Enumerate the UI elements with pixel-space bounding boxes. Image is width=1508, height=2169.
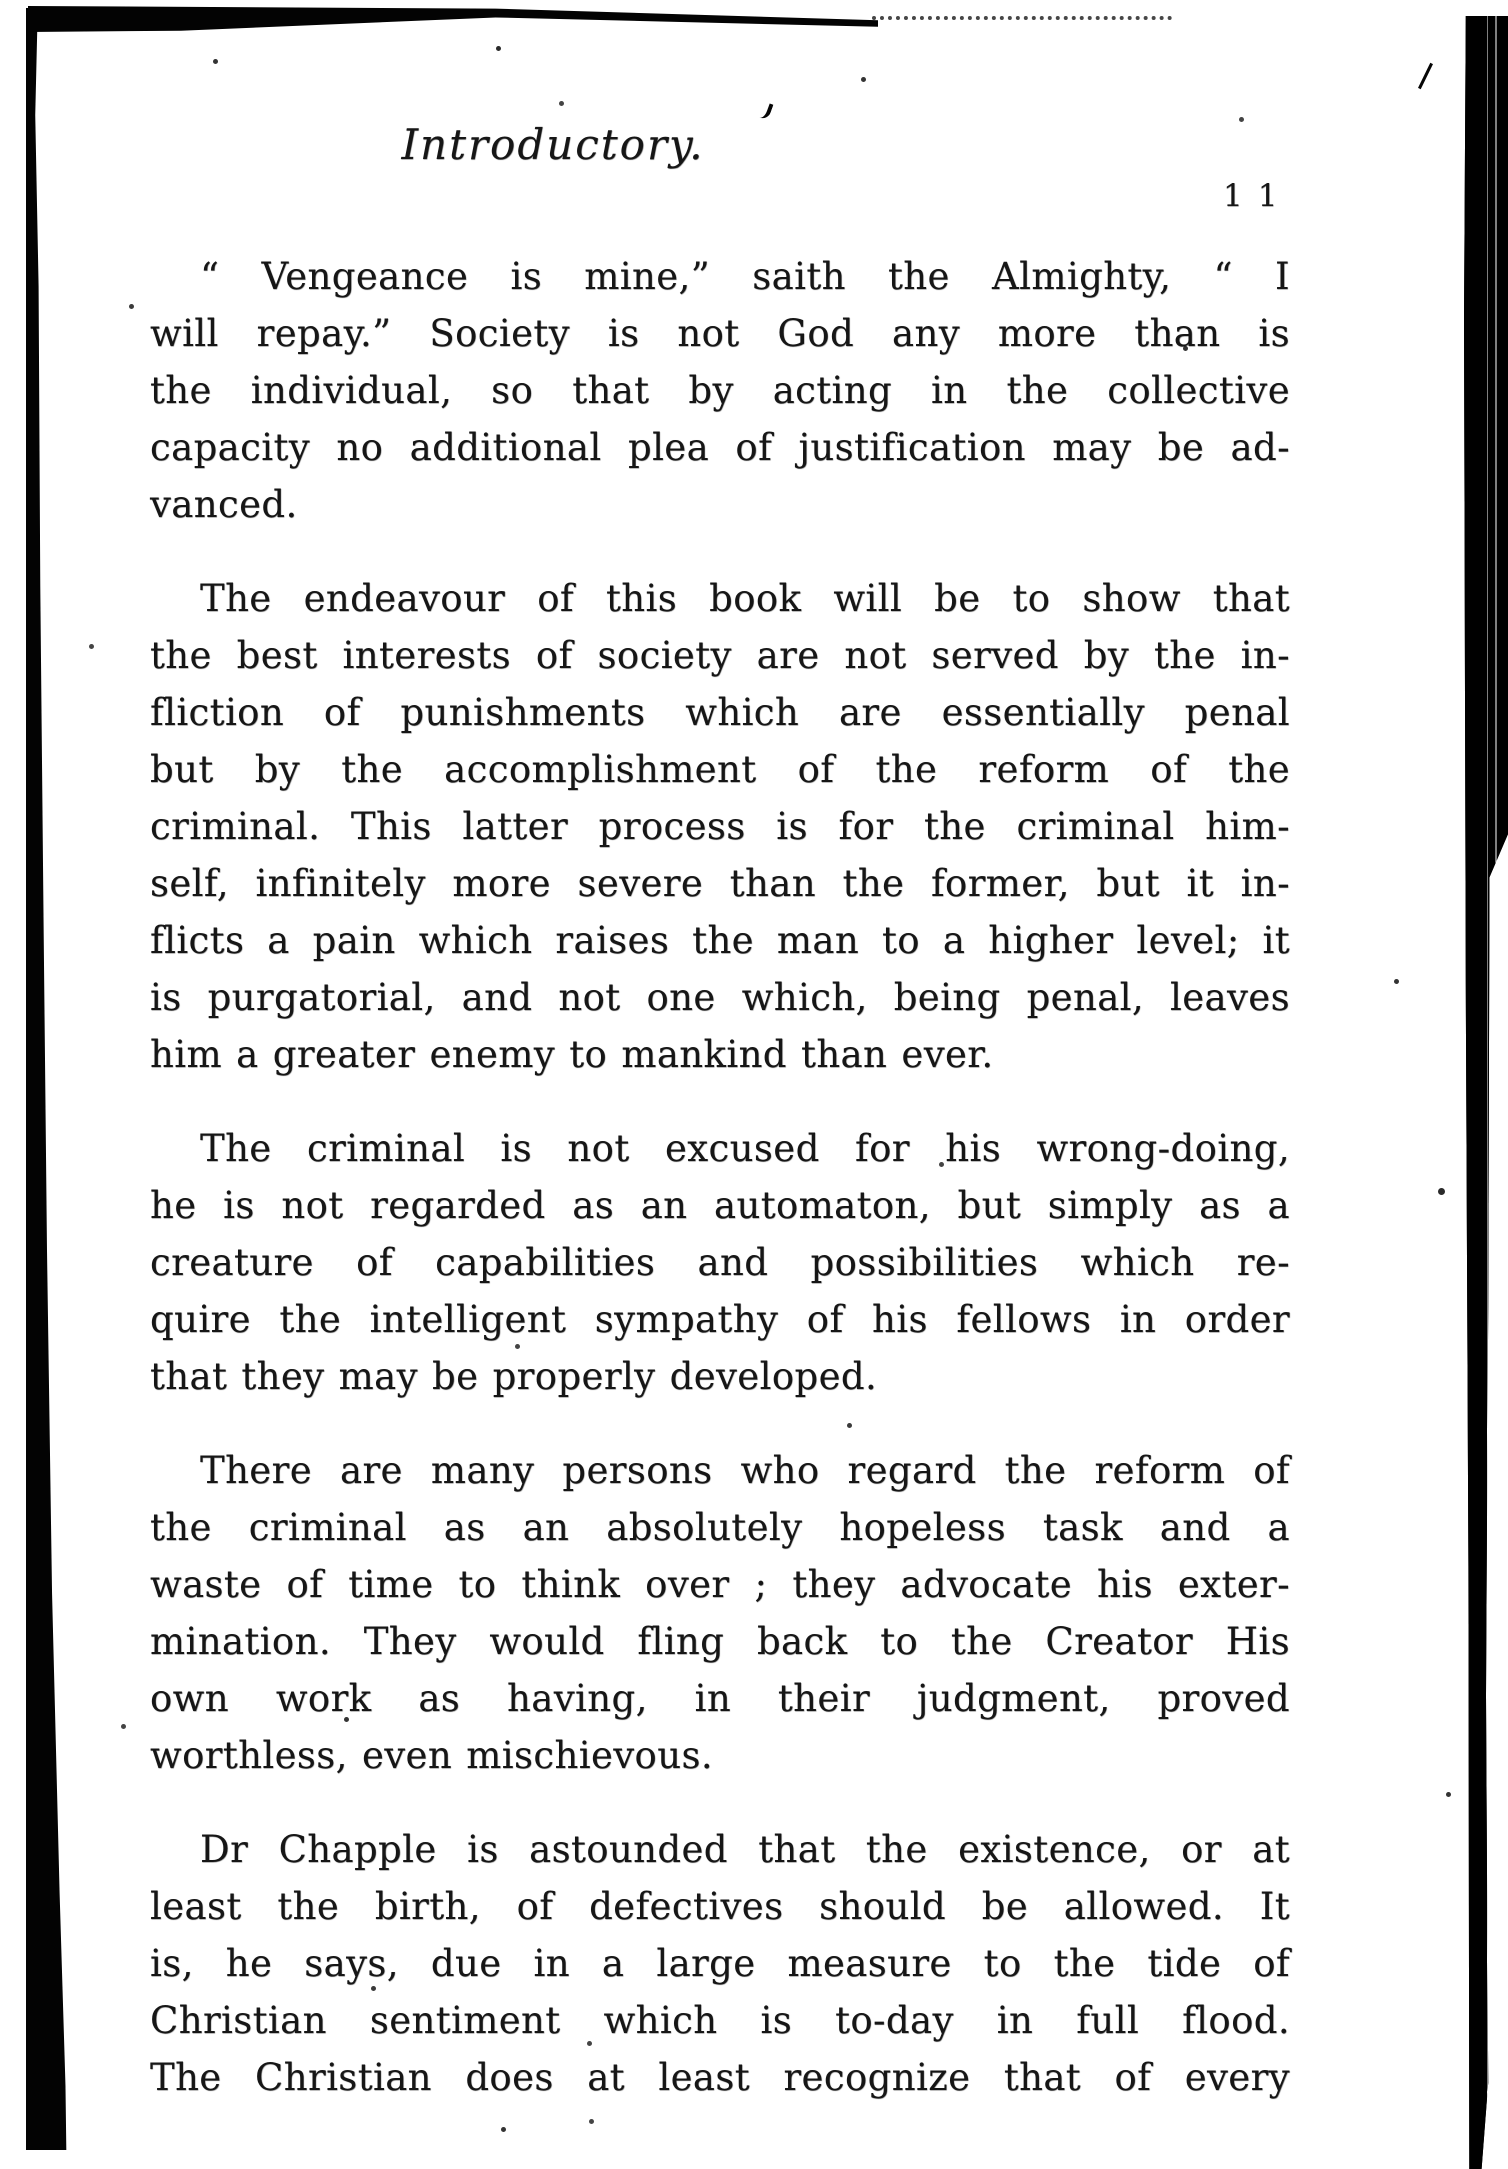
text-line: him a greater enemy to mankind than ever. — [150, 1033, 994, 1076]
text-line: “ Vengeance is mine,” saith the Almighty, “ I — [200, 255, 1290, 298]
text-line: quire the intelligent sympathy of his fellows in order — [150, 1298, 1290, 1341]
text-line: criminal. This latter process is for the criminal him- — [150, 805, 1290, 848]
text-line: The endeavour of this book will be to show that — [200, 577, 1290, 620]
text-line: will repay.” Society is not God any more than is — [150, 312, 1290, 355]
text-line: least the birth, of defectives should be allowed. It — [150, 1885, 1290, 1928]
text-line: he is not regarded as an automaton, but simply as a — [150, 1184, 1290, 1227]
text-line: Dr Chapple is astounded that the existence, or at — [200, 1828, 1290, 1871]
text-line: The criminal is not excused for his wrong-doing, — [200, 1127, 1290, 1170]
text-line: is purgatorial, and not one which, being penal, leaves — [150, 976, 1290, 1019]
scan-edge-left — [26, 8, 68, 2150]
page-number: 11 — [1223, 178, 1293, 214]
scan-mark-comma — [755, 100, 773, 120]
text-line: worthless, even mischievous. — [150, 1734, 713, 1777]
scan-mark-diagonal — [1418, 63, 1433, 89]
text-line: fliction of punishments which are essentially penal — [150, 691, 1290, 734]
text-line: flicts a pain which raises the man to a higher level; it — [150, 919, 1290, 962]
text-line: vanced. — [150, 483, 298, 526]
text-line: creature of capabilities and possibilities which re- — [150, 1241, 1290, 1284]
text-line: There are many persons who regard the reform of — [200, 1449, 1290, 1492]
text-line: Christian sentiment which is to-day in full flood. — [150, 1999, 1290, 2042]
scan-edge-right — [1464, 16, 1508, 2169]
text-line: the individual, so that by acting in the collective — [150, 369, 1290, 412]
text-line: The Christian does at least recognize that of every — [150, 2056, 1290, 2099]
text-line: waste of time to think over ; they advocate his exter- — [150, 1563, 1290, 1606]
text-line: capacity no additional plea of justification may be ad- — [150, 426, 1290, 469]
text-line: but by the accomplishment of the reform of the — [150, 748, 1290, 791]
running-header-title: Introductory. — [401, 120, 705, 169]
text-line: the criminal as an absolutely hopeless task and a — [150, 1506, 1290, 1549]
text-line: the best interests of society are not served by the in- — [150, 634, 1290, 677]
scan-speckles — [0, 0, 3, 3]
scan-edge-top — [28, 6, 878, 32]
text-line: own work as having, in their judgment, proved — [150, 1677, 1290, 1720]
text-line: that they may be properly developed. — [150, 1355, 878, 1398]
text-line: is, he says, due in a large measure to the tide of — [150, 1942, 1290, 1985]
text-line: self, infinitely more severe than the former, but it in- — [150, 862, 1290, 905]
text-line: mination. They would fling back to the Creator His — [150, 1620, 1290, 1663]
scan-edge-top-dotted — [872, 16, 1172, 20]
page-text — [150, 248, 1290, 2143]
